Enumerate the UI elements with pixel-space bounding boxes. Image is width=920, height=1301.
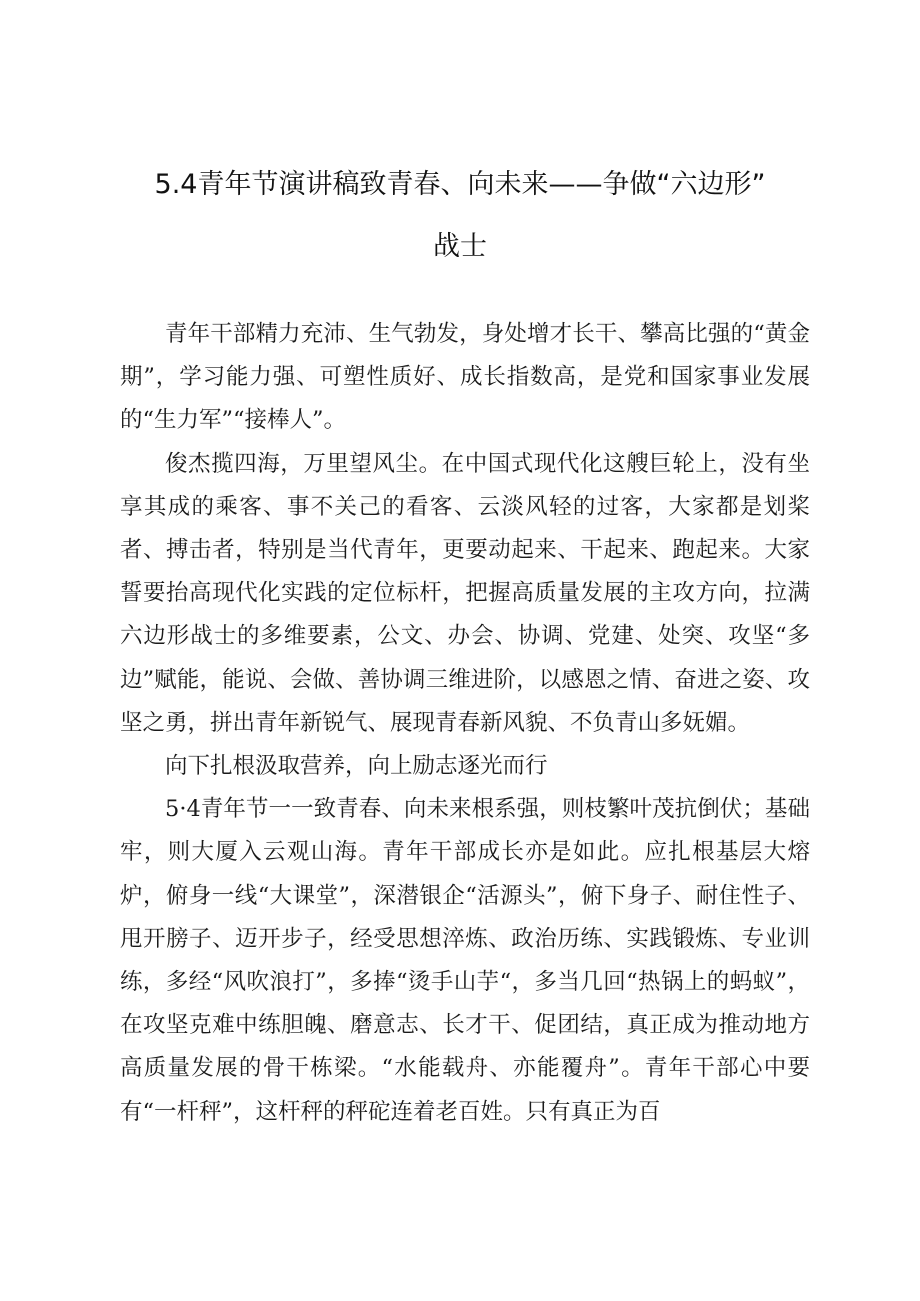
paragraph-roots: 5·4青年节一一致青春、向未来根系强，则枝繁叶茂抗倒伏；基础牢，则大厦入云观山海。青年干部成长亦是如此。应扎根基层大熔炉，俯身一线“大课堂”，深潜银企“活源头”，俯下身子、耐住性子、甩开膀子、迈开步子，经受思想淬炼、政治历练、实践锻炼、专业训练，多经“风吹浪打”，多捧“烫手山芋“，多当几回“热锅上的蚂蚁”，在攻坚克难中练胆魄、磨意志、长才干、促团结，真正成为推动地方高质量发展的骨干栋梁。“水能载舟、亦能覆舟”。青年干部心中要有“一杆秤”，这杆秤的秤砣连着老百姓。只有真正为百 [120, 796, 810, 1125]
document-title-line-2: 战士 [433, 231, 487, 262]
section-heading: 向下扎根汲取营养，向上励志逐光而行 [165, 753, 548, 780]
paragraph-intro: 青年干部精力充沛、生气勃发，身处增才长干、攀高比强的“黄金期”，学习能力强、可塑性质好、成长指数高，是党和国家事业发展的“生力军”“接棒人”。 [120, 321, 810, 434]
paragraph-hexagon-warrior: 俊杰揽四海，万里望风尘。在中国式现代化这艘巨轮上，没有坐享其成的乘客、事不关己的看客、云淡风轻的过客，大家都是划桨者、搏击者，特别是当代青年，更要动起来、干起来、跑起来。大家誓要抬高现代化实践的定位标杆，把握高质量发展的主攻方向，拉满六边形战士的多维要素，公文、办会、协调、党建、处突、攻坚“多边”赋能，能说、会做、善协调三维进阶，以感恩之情、奋进之姿、攻坚之勇，拼出青年新锐气、展现青春新风貌、不负青山多妩媚。 [120, 450, 810, 736]
document-title-line-1: 5.4青年节演讲稿致青春、向未来——争做“六边形” [154, 169, 766, 200]
document-body [120, 313, 810, 1134]
